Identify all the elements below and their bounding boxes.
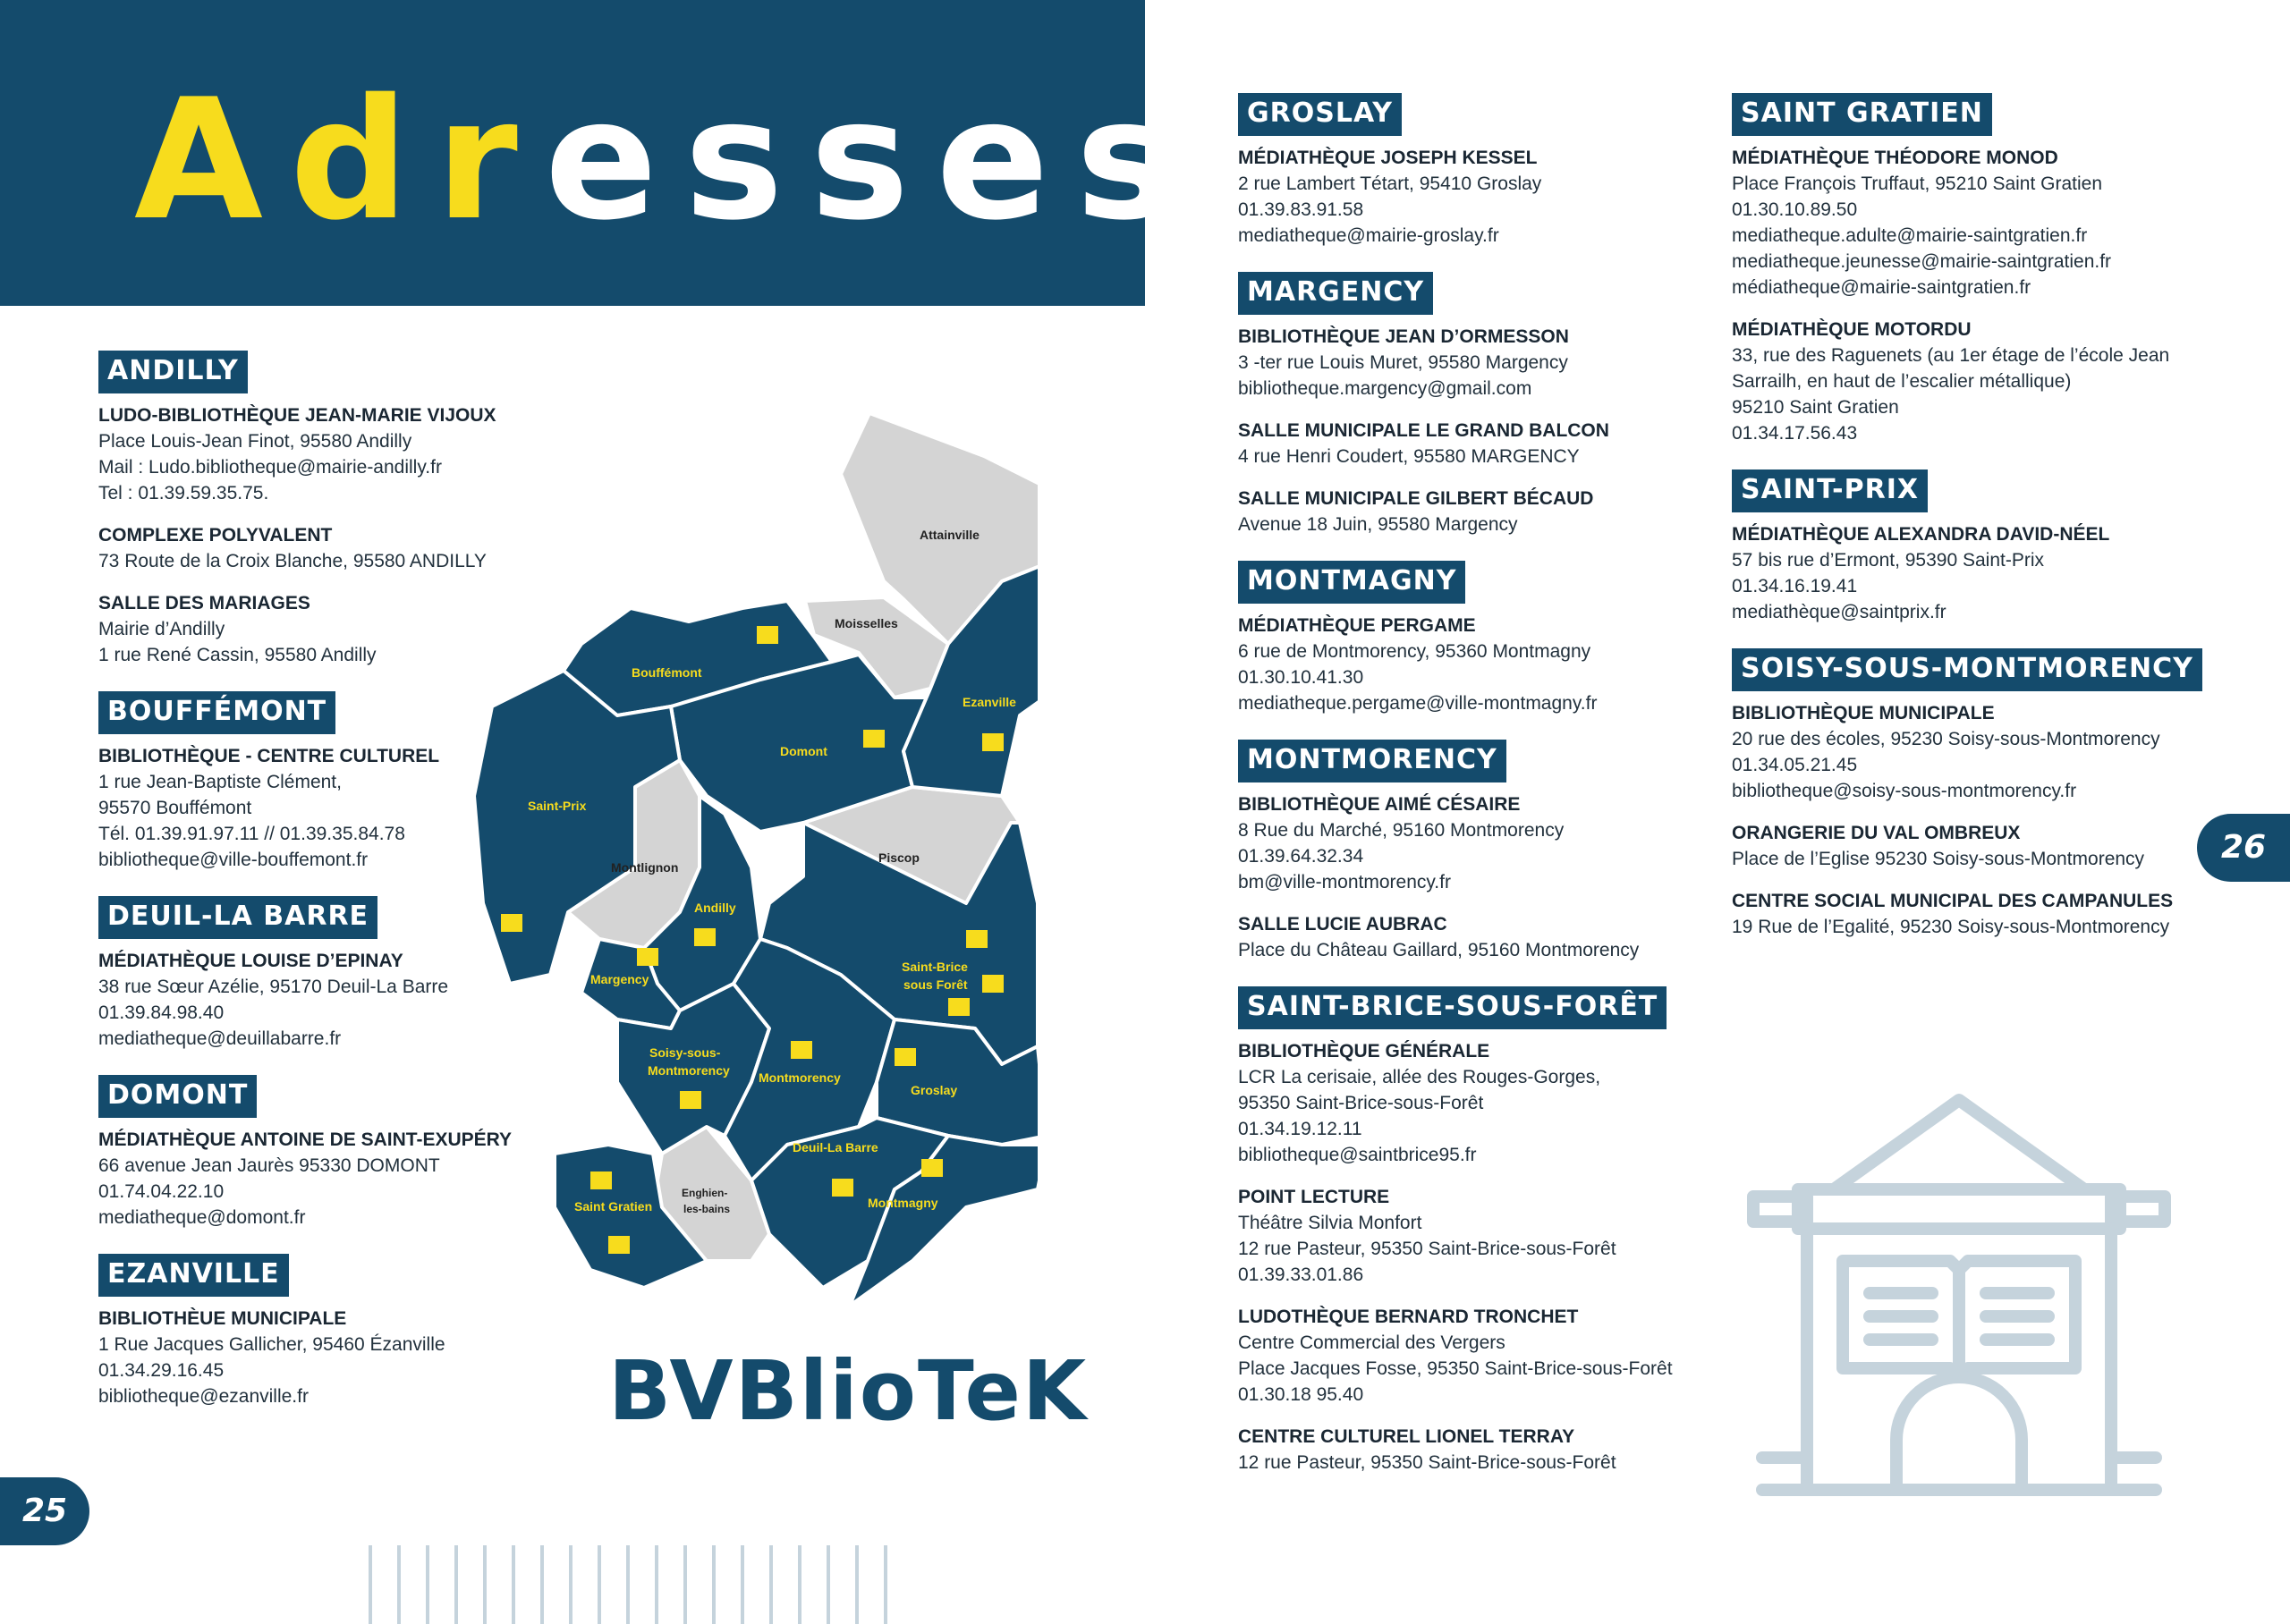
section-heading: DOMONT xyxy=(98,1075,257,1118)
library-detail-line: bibliotheque@saintbrice95.fr xyxy=(1238,1145,1477,1165)
library-detail-line: bibliotheque@soisy-sous-montmorency.fr xyxy=(1732,781,2077,801)
library-name: BIBLIOTHÈUE MUNICIPALE xyxy=(98,1308,347,1329)
library-detail-line: Tél. 01.39.91.97.11 // 01.39.35.84.78 xyxy=(98,824,405,844)
library-entry xyxy=(1732,317,2197,446)
map-label-saint-brice-1: Saint-Brice xyxy=(902,960,968,974)
library-name: CENTRE SOCIAL MUNICIPAL DES CAMPANULES xyxy=(1732,891,2174,911)
title-part-white: esses xyxy=(544,63,1202,257)
library-name: MÉDIATHÈQUE ALEXANDRA DAVID-NÉEL xyxy=(1732,524,2110,545)
library-name: MÉDIATHÈQUE THÉODORE MONOD xyxy=(1732,148,2058,168)
library-name: COMPLEXE POLYVALENT xyxy=(98,525,333,546)
library-detail-line: 12 rue Pasteur, 95350 Saint-Brice-sous-Forêt xyxy=(1238,1239,1616,1259)
library-detail-line: mediatheque@deuillabarre.fr xyxy=(98,1028,342,1049)
library-detail-line: 01.34.05.21.45 xyxy=(1732,755,1858,775)
map-label-montmorency: Montmorency xyxy=(759,1070,841,1085)
library-name: SALLE MUNICIPALE LE GRAND BALCON xyxy=(1238,420,1609,441)
library-detail-line: mediatheque.adulte@mairie-saintgratien.fr xyxy=(1732,225,2088,246)
map-label-montmagny: Montmagny xyxy=(868,1196,938,1210)
library-entry xyxy=(98,1306,564,1409)
title-band xyxy=(0,0,1202,306)
map-label-ezanville: Ezanville xyxy=(963,695,1016,709)
map-label-saint-gratien: Saint Gratien xyxy=(574,1199,653,1214)
library-detail-line: 01.34.17.56.43 xyxy=(1732,423,1858,444)
library-name: MÉDIATHÈQUE ANTOINE DE SAINT-EXUPÉRY xyxy=(98,1129,513,1150)
library-detail-line: 66 avenue Jean Jaurès 95330 DOMONT xyxy=(98,1155,440,1176)
library-detail-line: 01.39.64.32.34 xyxy=(1238,846,1364,867)
library-detail-line: 12 rue Pasteur, 95350 Saint-Brice-sous-Forêt xyxy=(1238,1452,1616,1473)
map-label-domont: Domont xyxy=(780,744,827,758)
section-groslay xyxy=(1238,93,1703,249)
address-column-right xyxy=(1732,93,2197,963)
map-label-enghien-2: les-bains xyxy=(683,1203,731,1215)
library-entry xyxy=(1732,820,2197,872)
library-detail-line: Avenue 18 Juin, 95580 Margency xyxy=(1238,514,1518,535)
section-heading: SAINT-BRICE-SOUS-FORÊT xyxy=(1238,986,1667,1029)
map-label-enghien-1: Enghien- xyxy=(682,1187,728,1199)
library-entry xyxy=(1732,888,2197,940)
library-detail-line: 01.30.18 95.40 xyxy=(1238,1384,1364,1405)
library-name: POINT LECTURE xyxy=(1238,1187,1390,1207)
address-column-middle xyxy=(1238,93,1703,1499)
map-label-soisy-2: Montmorency xyxy=(648,1063,730,1078)
library-name: LUDOTHÈQUE BERNARD TRONCHET xyxy=(1238,1307,1579,1327)
library-name: BIBLIOTHÈQUE - CENTRE CULTUREL xyxy=(98,746,440,766)
library-entry xyxy=(1238,1038,1703,1168)
library-detail-line: bibliotheque@ezanville.fr xyxy=(98,1386,309,1407)
map-label-piscop: Piscop xyxy=(878,850,920,865)
library-name: SALLE LUCIE AUBRAC xyxy=(1238,914,1447,935)
library-detail-line: 1 rue Jean-Baptiste Clément, xyxy=(98,772,342,792)
library-detail-line: LCR La cerisaie, allée des Rouges-Gorges, xyxy=(1238,1067,1601,1087)
library-detail-line: mediatheque.pergame@ville-montmagny.fr xyxy=(1238,693,1598,714)
library-detail-line: 73 Route de la Croix Blanche, 95580 ANDILLY xyxy=(98,551,487,571)
library-name: MÉDIATHÈQUE LOUISE D’EPINAY xyxy=(98,951,403,971)
library-name: BIBLIOTHÈQUE JEAN D’ORMESSON xyxy=(1238,326,1569,347)
bibliotek-logo: BVBlioTeK xyxy=(608,1343,1089,1439)
library-detail-line: Place de l’Eglise 95230 Soisy-sous-Montmorency xyxy=(1732,849,2145,869)
map-label-bouffemont: Bouffémont xyxy=(632,665,702,680)
library-name: MÉDIATHÈQUE JOSEPH KESSEL xyxy=(1238,148,1538,168)
library-detail-line: Place du Château Gaillard, 95160 Montmorency xyxy=(1238,940,1640,960)
library-detail-line: mediathèque@saintprix.fr xyxy=(1732,602,1946,622)
library-entry xyxy=(1238,486,1703,537)
section-saint-brice-sous-foret xyxy=(1238,986,1703,1476)
map-label-attainville: Attainville xyxy=(920,528,980,542)
map-label-moisselles: Moisselles xyxy=(835,616,898,630)
library-detail-line: 01.34.29.16.45 xyxy=(98,1360,225,1381)
title-part-yellow: Adr xyxy=(134,63,545,257)
library-detail-line: 38 rue Sœur Azélie, 95170 Deuil-La Barre xyxy=(98,977,449,997)
map-label-montlignon: Montlignon xyxy=(611,860,679,875)
library-name: ORANGERIE DU VAL OMBREUX xyxy=(1732,823,2021,843)
section-saint-prix xyxy=(1732,469,2197,625)
map-label-saint-brice-2: sous Forêt xyxy=(903,977,968,992)
library-detail-line: bm@ville-montmorency.fr xyxy=(1238,872,1451,892)
library-name: BIBLIOTHÈQUE MUNICIPALE xyxy=(1732,703,1995,723)
library-detail-line: 01.30.10.41.30 xyxy=(1238,667,1364,688)
section-soisy-sous-montmorency xyxy=(1732,648,2197,940)
library-detail-line: 01.34.19.12.11 xyxy=(1238,1119,1362,1139)
library-detail-line: 01.39.33.01.86 xyxy=(1238,1265,1364,1285)
library-name: MÉDIATHÈQUE MOTORDU xyxy=(1732,319,1972,340)
library-entry xyxy=(1238,613,1703,716)
section-saint-gratien xyxy=(1732,93,2197,446)
library-name: SALLE MUNICIPALE GILBERT BÉCAUD xyxy=(1238,488,1594,509)
map-label-deuil: Deuil-La Barre xyxy=(793,1140,878,1155)
library-name: SALLE DES MARIAGES xyxy=(98,593,310,613)
library-detail-line: 19 Rue de l’Egalité, 95230 Soisy-sous-Montmorency xyxy=(1732,917,2170,937)
library-detail-line: Sarrailh, en haut de l’escalier métallique) xyxy=(1732,371,2072,392)
library-name: MÉDIATHÈQUE PERGAME xyxy=(1238,615,1476,636)
library-detail-line: bibliotheque.margency@gmail.com xyxy=(1238,378,1532,399)
library-entry xyxy=(1238,418,1703,469)
library-name: BIBLIOTHÈQUE GÉNÉRALE xyxy=(1238,1041,1490,1062)
library-entry xyxy=(1238,1424,1703,1476)
library-detail-line: 01.34.16.19.41 xyxy=(1732,576,1858,596)
library-entry xyxy=(1238,324,1703,402)
library-detail-line: 33, rue des Raguenets (au 1er étage de l’école Jean xyxy=(1732,345,2170,366)
library-detail-line: 4 rue Henri Coudert, 95580 MARGENCY xyxy=(1238,446,1580,467)
page-number-right: 26 xyxy=(2197,814,2290,882)
library-detail-line: Mail : Ludo.bibliotheque@mairie-andilly.fr xyxy=(98,457,442,478)
map-label-saint-prix: Saint-Prix xyxy=(528,799,587,813)
library-detail-line: 1 Rue Jacques Gallicher, 95460 Ézanville xyxy=(98,1334,445,1355)
library-detail-line: 01.74.04.22.10 xyxy=(98,1181,225,1202)
section-heading: MONTMAGNY xyxy=(1238,561,1465,604)
section-montmorency xyxy=(1238,740,1703,963)
library-entry xyxy=(1238,145,1703,249)
library-entry xyxy=(1732,700,2197,804)
map-label-soisy-1: Soisy-sous- xyxy=(649,1045,721,1060)
library-detail-line: Centre Commercial des Vergers xyxy=(1238,1332,1505,1353)
network-map xyxy=(465,402,1038,1315)
library-detail-line: 8 Rue du Marché, 95160 Montmorency xyxy=(1238,820,1565,841)
page-title xyxy=(134,63,1202,257)
library-detail-line: 95210 Saint Gratien xyxy=(1732,397,1899,418)
map-label-andilly: Andilly xyxy=(694,901,736,915)
library-detail-line: 01.39.83.91.58 xyxy=(1238,199,1364,220)
section-heading: SAINT-PRIX xyxy=(1732,469,1928,512)
library-name: BIBLIOTHÈQUE AIMÉ CÉSAIRE xyxy=(1238,794,1521,815)
library-detail-line: médiatheque@mairie-saintgratien.fr xyxy=(1732,277,2031,298)
library-detail-line: 95350 Saint-Brice-sous-Forêt xyxy=(1238,1093,1484,1113)
decorative-ticks xyxy=(358,1545,912,1624)
library-building-icon xyxy=(1744,1082,2174,1511)
library-detail-line: Tel : 01.39.59.35.75. xyxy=(98,483,269,503)
library-entry xyxy=(1238,1304,1703,1408)
section-heading: EZANVILLE xyxy=(98,1254,289,1297)
library-detail-line: 20 rue des écoles, 95230 Soisy-sous-Montmorency xyxy=(1732,729,2160,749)
section-heading: DEUIL-LA BARRE xyxy=(98,896,377,939)
library-detail-line: 01.39.84.98.40 xyxy=(98,1002,225,1023)
section-heading: ANDILLY xyxy=(98,351,248,393)
section-montmagny xyxy=(1238,561,1703,716)
section-heading: SOISY-SOUS-MONTMORENCY xyxy=(1732,648,2202,691)
library-detail-line: 6 rue de Montmorency, 95360 Montmagny xyxy=(1238,641,1591,662)
library-name: CENTRE CULTUREL LIONEL TERRAY xyxy=(1238,1426,1575,1447)
library-detail-line: Théâtre Silvia Monfort xyxy=(1238,1213,1422,1233)
library-detail-line: mediatheque@domont.fr xyxy=(98,1207,306,1228)
library-name: LUDO-BIBLIOTHÈQUE JEAN-MARIE VIJOUX xyxy=(98,405,496,426)
library-entry xyxy=(1732,145,2197,300)
library-detail-line: 3 -ter rue Louis Muret, 95580 Margency xyxy=(1238,352,1568,373)
library-detail-line: Mairie d’Andilly xyxy=(98,619,225,639)
library-entry xyxy=(1238,911,1703,963)
library-entry xyxy=(1732,521,2197,625)
section-margency xyxy=(1238,272,1703,537)
library-entry xyxy=(1238,1184,1703,1288)
library-detail-line: 1 rue René Cassin, 95580 Andilly xyxy=(98,645,377,665)
page-number-left: 25 xyxy=(0,1477,89,1545)
section-heading: MARGENCY xyxy=(1238,272,1433,315)
library-detail-line: 2 rue Lambert Tétart, 95410 Groslay xyxy=(1238,173,1542,194)
map-label-groslay: Groslay xyxy=(911,1083,958,1097)
library-detail-line: mediatheque.jeunesse@mairie-saintgratien.fr xyxy=(1732,251,2112,272)
map-label-margency: Margency xyxy=(590,972,649,986)
library-detail-line: 01.30.10.89.50 xyxy=(1732,199,1858,220)
section-heading: SAINT GRATIEN xyxy=(1732,93,1992,136)
library-detail-line: Place Louis-Jean Finot, 95580 Andilly xyxy=(98,431,412,452)
section-heading: GROSLAY xyxy=(1238,93,1402,136)
section-heading: BOUFFÉMONT xyxy=(98,691,335,734)
library-entry xyxy=(1238,791,1703,895)
library-detail-line: bibliotheque@ville-bouffemont.fr xyxy=(98,850,369,870)
library-detail-line: 95570 Bouffémont xyxy=(98,798,252,818)
library-detail-line: 57 bis rue d’Ermont, 95390 Saint-Prix xyxy=(1732,550,2045,571)
library-detail-line: mediatheque@mairie-groslay.fr xyxy=(1238,225,1499,246)
section-heading: MONTMORENCY xyxy=(1238,740,1506,782)
library-detail-line: Place François Truffaut, 95210 Saint Gratien xyxy=(1732,173,2103,194)
library-detail-line: Place Jacques Fosse, 95350 Saint-Brice-sous-Forêt xyxy=(1238,1358,1673,1379)
